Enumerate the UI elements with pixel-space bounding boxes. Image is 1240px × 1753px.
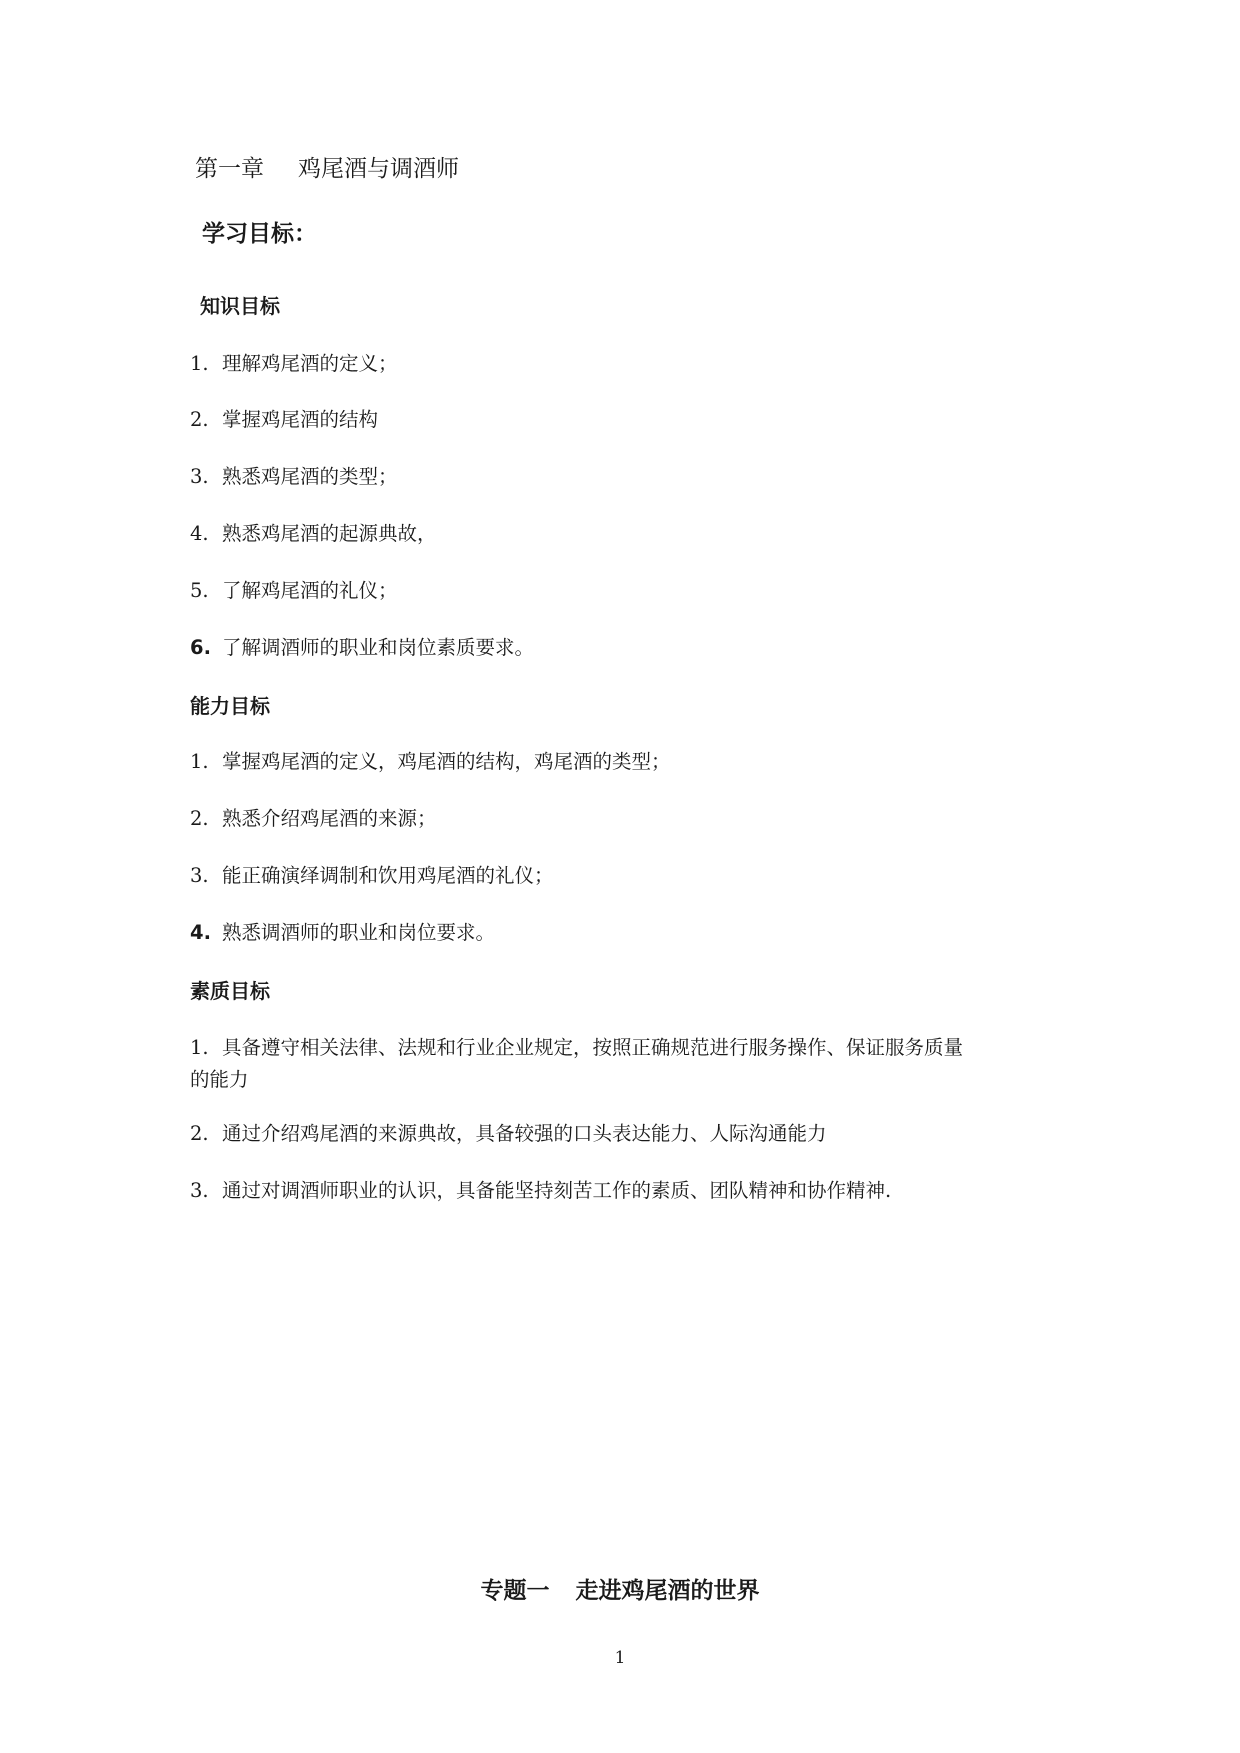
item-text: 了解调酒师的职业和岗位素质要求。: [222, 636, 535, 659]
list-item: [190, 1032, 963, 1060]
item-text: 能正确演绎调制和饮用鸡尾酒的礼仪；: [222, 864, 554, 887]
item-number: 1.: [190, 1036, 209, 1059]
item-number: 2.: [190, 1122, 209, 1145]
list-item: [190, 348, 398, 376]
chapter-name: 鸡尾酒与调酒师: [298, 156, 459, 182]
list-item-continuation: 的能力: [190, 1068, 249, 1091]
item-number: 3.: [190, 1179, 209, 1202]
item-text: 熟悉介绍鸡尾酒的来源；: [222, 807, 437, 830]
topic-number: 专题一: [480, 1578, 550, 1604]
item-text: 具备遵守相关法律、法规和行业企业规定，按照正确规范进行服务操作、保证服务质量: [222, 1036, 964, 1059]
item-number: 3.: [190, 864, 209, 887]
item-number: 5.: [190, 579, 209, 602]
list-item: [190, 860, 554, 888]
list-item: [190, 575, 398, 603]
page-number: 1: [614, 1648, 626, 1668]
learning-objectives-heading: 学习目标：: [202, 221, 317, 247]
item-text: 通过介绍鸡尾酒的来源典故，具备较强的口头表达能力、人际沟通能力: [222, 1122, 827, 1145]
item-number: 2.: [190, 408, 209, 431]
item-number: 2.: [190, 807, 209, 830]
topic-heading: [0, 1572, 1240, 1605]
item-text: 理解鸡尾酒的定义；: [222, 352, 398, 375]
topic-title: 走进鸡尾酒的世界: [575, 1578, 760, 1604]
chapter-title: [195, 150, 459, 183]
item-number: 1.: [190, 352, 209, 375]
item-number: 4.: [190, 921, 211, 944]
item-text: 熟悉鸡尾酒的起源典故，: [222, 522, 437, 545]
item-text: 了解鸡尾酒的礼仪；: [222, 579, 398, 602]
item-text: 掌握鸡尾酒的结构: [222, 408, 379, 431]
list-item: [190, 518, 437, 546]
item-text: 熟悉鸡尾酒的类型；: [222, 465, 398, 488]
list-item: [190, 1175, 891, 1203]
list-item: [190, 461, 398, 489]
item-text: 熟悉调酒师的职业和岗位要求。: [222, 921, 496, 944]
item-number: 4.: [190, 522, 209, 545]
item-number: 1.: [190, 750, 209, 773]
list-item: [190, 1118, 827, 1146]
chapter-number: 第一章: [195, 156, 264, 182]
item-text: 通过对调酒师职业的认识，具备能坚持刻苦工作的素质、团队精神和协作精神.: [222, 1179, 892, 1202]
item-number: 6.: [190, 636, 211, 659]
list-item: [190, 917, 495, 945]
list-item: [190, 404, 378, 432]
list-item: [190, 746, 671, 774]
item-text: 掌握鸡尾酒的定义，鸡尾酒的结构，鸡尾酒的类型；: [222, 750, 671, 773]
list-item: [190, 803, 437, 831]
quality-objectives-heading: 素质目标: [190, 979, 270, 1003]
ability-objectives-heading: 能力目标: [190, 694, 270, 718]
knowledge-objectives-heading: 知识目标: [200, 294, 280, 318]
list-item: [190, 632, 534, 660]
item-number: 3.: [190, 465, 209, 488]
